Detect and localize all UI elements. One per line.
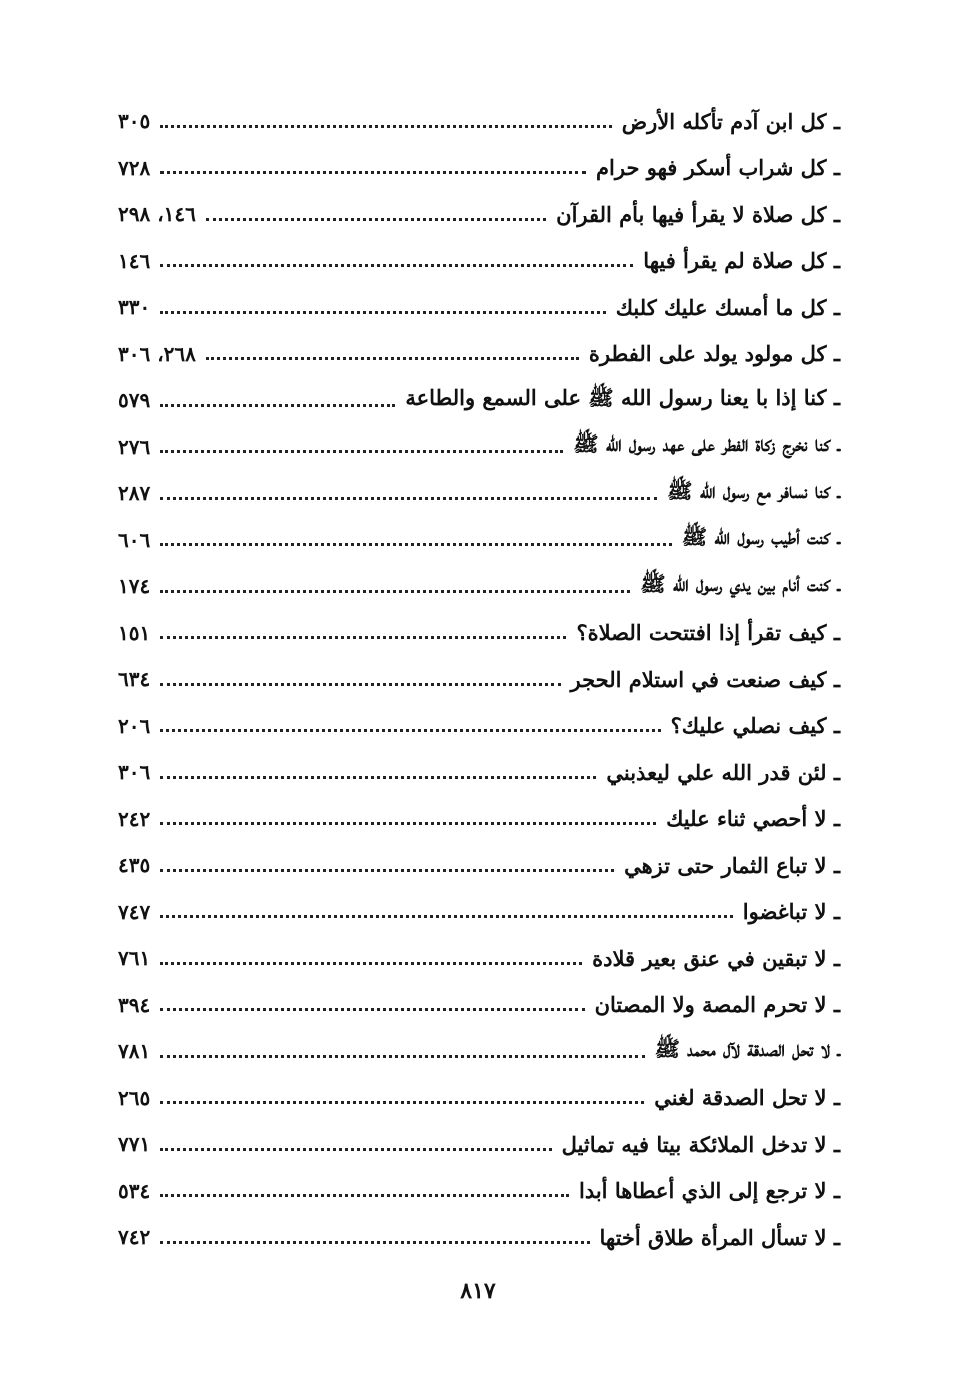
entry-text: ـ لا تحل الصدقة لآل محمد ﷺ xyxy=(654,1035,840,1061)
index-entry xyxy=(118,703,840,750)
index-entry xyxy=(118,517,840,564)
dot-leader xyxy=(160,1241,589,1244)
index-entry xyxy=(118,982,840,1029)
dot-leader xyxy=(160,822,656,825)
index-entry xyxy=(118,238,840,285)
hadith-index-list xyxy=(118,98,840,1261)
entry-text: ـ كل مولود يولد على الفطرة xyxy=(588,341,840,367)
index-entry xyxy=(118,796,840,843)
index-entry xyxy=(118,563,840,610)
entry-page-ref: ٥٧٩ xyxy=(118,388,151,413)
index-entry xyxy=(118,331,840,378)
dot-leader xyxy=(206,218,546,221)
entry-text: ـ لا أحصي ثناء عليك xyxy=(666,806,840,832)
entry-page-ref: ٤٣٥ xyxy=(118,853,151,878)
entry-page-ref: ٦٣٤ xyxy=(118,667,151,692)
entry-text: ـ لا تبقين في عنق بعير قلادة xyxy=(592,945,840,971)
entry-page-ref: ٧٨١ xyxy=(118,1039,151,1064)
index-entry xyxy=(118,284,840,331)
index-entry xyxy=(118,656,840,703)
entry-text: ـ كل شراب أسكر فهو حرام xyxy=(596,155,840,181)
entry-page-ref: ١٥١ xyxy=(118,620,151,645)
index-entry xyxy=(118,1214,840,1261)
entry-text: ـ كيف تقرأ إذا افتتحت الصلاة؟ xyxy=(576,620,840,646)
entry-page-ref: ٧٤٢ xyxy=(118,1225,151,1250)
entry-page-ref: ٢٤٢ xyxy=(118,806,151,831)
entry-page-ref: ٥٣٤ xyxy=(118,1178,151,1203)
index-entry xyxy=(118,377,840,424)
dot-leader xyxy=(160,171,586,174)
entry-text: ـ لا ترجع إلى الذي أعطاها أبدا xyxy=(578,1178,840,1204)
dot-leader xyxy=(160,776,596,779)
index-entry xyxy=(118,1121,840,1168)
index-entry xyxy=(118,1075,840,1122)
index-entry xyxy=(118,889,840,936)
entry-text: ـ كيف نصلي عليك؟ xyxy=(670,713,840,739)
entry-page-ref: ٧٧١ xyxy=(118,1132,151,1157)
dot-leader xyxy=(160,264,633,267)
dot-leader xyxy=(160,404,395,407)
index-entry xyxy=(118,470,840,517)
entry-text: ـ كل ابن آدم تأكله الأرض xyxy=(621,108,840,134)
entry-text: ـ لا تدخل الملائكة بيتا فيه تماثيل xyxy=(561,1131,840,1157)
index-entry xyxy=(118,935,840,982)
dot-leader xyxy=(160,636,566,639)
entry-page-ref: ٣٠٦ xyxy=(118,760,151,785)
entry-page-ref: ٢٨٧ xyxy=(118,481,151,506)
page-number: ٨١٧ xyxy=(460,1278,496,1304)
index-entry xyxy=(118,749,840,796)
dot-leader xyxy=(160,590,630,593)
dot-leader xyxy=(160,1194,569,1197)
dot-leader xyxy=(160,497,657,500)
entry-page-ref: ١٧٤ xyxy=(118,574,151,599)
entry-text: ـ كيف صنعت في استلام الحجر xyxy=(570,666,840,692)
dot-leader xyxy=(160,311,605,314)
dot-leader xyxy=(160,729,660,732)
dot-leader xyxy=(160,683,560,686)
dot-leader xyxy=(160,1055,644,1058)
index-entry xyxy=(118,610,840,657)
entry-text: ـ لا تحرم المصة ولا المصتان xyxy=(594,992,840,1018)
dot-leader xyxy=(160,543,671,546)
entry-text: ـ لئن قدر الله علي ليعذبني xyxy=(606,759,840,785)
entry-page-ref: ٢٦٥ xyxy=(118,1085,151,1110)
entry-text: ـ كل صلاة لا يقرأ فيها بأم القرآن xyxy=(556,201,840,227)
entry-page-ref: ٦٠٦ xyxy=(118,527,151,552)
entry-text: ـ لا تباع الثمار حتى تزهي xyxy=(624,852,840,878)
index-entry xyxy=(118,1028,840,1075)
entry-page-ref: ٢٧٦ xyxy=(118,434,151,459)
entry-text: ـ كل صلاة لم يقرأ فيها xyxy=(643,248,840,274)
dot-leader xyxy=(160,450,563,453)
entry-page-ref: ٧٢٨ xyxy=(118,155,151,180)
dot-leader xyxy=(160,125,612,128)
dot-leader xyxy=(160,1008,584,1011)
dot-leader xyxy=(160,915,733,918)
entry-text: ـ كنت أطيب رسول الله ﷺ xyxy=(681,524,840,550)
entry-page-ref: ٢٦٨، ٣٠٦ xyxy=(118,341,196,366)
index-entry xyxy=(118,98,840,145)
entry-page-ref: ١٤٦، ٢٩٨ xyxy=(118,202,196,227)
entry-page-ref: ١٤٦ xyxy=(118,248,151,273)
entry-text: ـ كنا نخرج زكاة الفطر على عهد رسول الله ﷺ xyxy=(573,431,840,457)
index-entry xyxy=(118,424,840,471)
index-entry xyxy=(118,1168,840,1215)
dot-leader xyxy=(206,357,579,360)
entry-text: ـ كل ما أمسك عليك كلبك xyxy=(615,294,840,320)
entry-text: ـ كنا إذا با يعنا رسول الله ﷺ على السمع والطاعة xyxy=(405,384,840,410)
entry-page-ref: ٣٠٥ xyxy=(118,109,151,134)
entry-text: ـ لا تسأل المرأة طلاق أختها xyxy=(599,1224,840,1250)
dot-leader xyxy=(160,1148,551,1151)
index-entry xyxy=(118,191,840,238)
entry-text: ـ لا تحل الصدقة لغني xyxy=(654,1085,840,1111)
entry-page-ref: ٧٤٧ xyxy=(118,899,151,924)
entry-page-ref: ٧٦١ xyxy=(118,946,151,971)
entry-text: ـ لا تباغضوا xyxy=(742,899,840,925)
dot-leader xyxy=(160,869,614,872)
entry-page-ref: ٣٩٤ xyxy=(118,992,151,1017)
index-entry xyxy=(118,145,840,192)
entry-page-ref: ٣٣٠ xyxy=(118,295,151,320)
entry-text: ـ كنا نسافر مع رسول الله ﷺ xyxy=(667,477,840,503)
entry-text: ـ كنت أنام بين يدي رسول الله ﷺ xyxy=(640,570,840,596)
entry-page-ref: ٢٠٦ xyxy=(118,713,151,738)
dot-leader xyxy=(160,962,582,965)
index-entry xyxy=(118,842,840,889)
dot-leader xyxy=(160,1101,644,1104)
